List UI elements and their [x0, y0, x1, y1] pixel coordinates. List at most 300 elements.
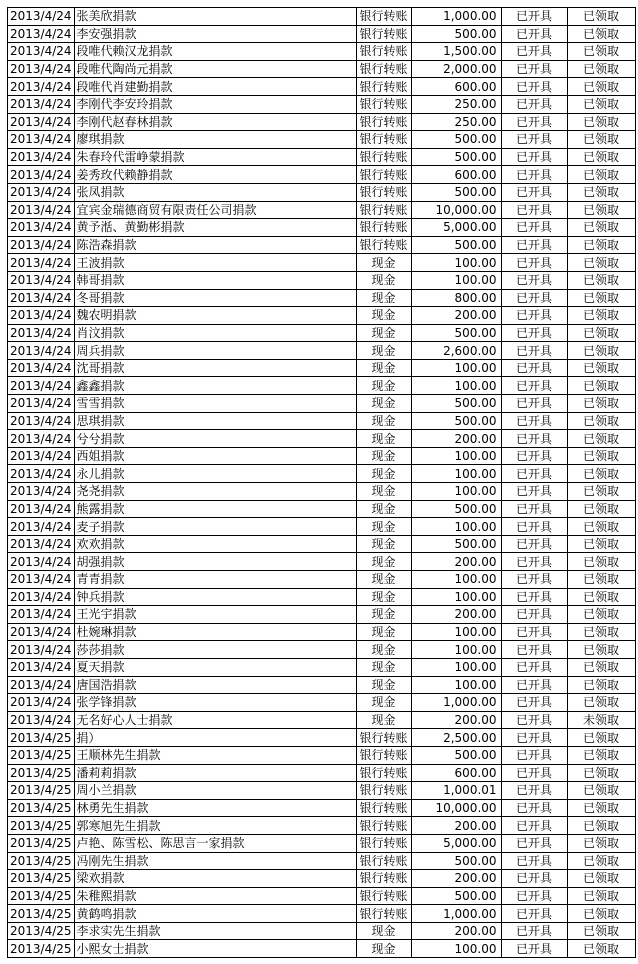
- table-row: [8, 694, 636, 712]
- donor-description-cell: 杜婉琳捐款: [74, 623, 356, 641]
- date-cell: 2013/4/24: [8, 465, 75, 483]
- payment-method-cell: 现金: [356, 711, 411, 729]
- table-row: [8, 483, 636, 501]
- donor-description-cell: 李刚代赵春林捐款: [74, 113, 356, 131]
- receipt-status-cell: 已领取: [567, 623, 635, 641]
- date-cell: 2013/4/24: [8, 289, 75, 307]
- date-cell: 2013/4/25: [8, 852, 75, 870]
- payment-method-cell: 现金: [356, 571, 411, 589]
- donor-description-cell: 郭寒旭先生捐款: [74, 817, 356, 835]
- date-cell: 2013/4/24: [8, 606, 75, 624]
- donor-description-cell: 兮兮捐款: [74, 430, 356, 448]
- amount-cell: 2,600.00: [411, 342, 501, 360]
- donor-description-cell: 林勇先生捐款: [74, 799, 356, 817]
- payment-method-cell: 银行转账: [356, 870, 411, 888]
- amount-cell: 500.00: [411, 131, 501, 149]
- receipt-status-cell: 已领取: [567, 535, 635, 553]
- receipt-status-cell: 已领取: [567, 782, 635, 800]
- receipt-status-cell: 已领取: [567, 395, 635, 413]
- invoice-status-cell: 已开具: [501, 658, 567, 676]
- date-cell: 2013/4/24: [8, 25, 75, 43]
- receipt-status-cell: 已领取: [567, 465, 635, 483]
- donor-description-cell: 麦子捐款: [74, 518, 356, 536]
- receipt-status-cell: 已领取: [567, 483, 635, 501]
- payment-method-cell: 现金: [356, 483, 411, 501]
- payment-method-cell: 银行转账: [356, 729, 411, 747]
- receipt-status-cell: 已领取: [567, 447, 635, 465]
- amount-cell: 2,500.00: [411, 729, 501, 747]
- invoice-status-cell: 已开具: [501, 711, 567, 729]
- date-cell: 2013/4/25: [8, 817, 75, 835]
- table-row: [8, 342, 636, 360]
- donor-description-cell: 黄予湉、黄勤彬捐款: [74, 219, 356, 237]
- amount-cell: 500.00: [411, 183, 501, 201]
- table-row: [8, 887, 636, 905]
- date-cell: 2013/4/24: [8, 623, 75, 641]
- donor-description-cell: 王波捐款: [74, 254, 356, 272]
- amount-cell: 100.00: [411, 940, 501, 958]
- date-cell: 2013/4/24: [8, 641, 75, 659]
- table-row: [8, 289, 636, 307]
- table-row: [8, 922, 636, 940]
- payment-method-cell: 现金: [356, 271, 411, 289]
- amount-cell: 500.00: [411, 852, 501, 870]
- invoice-status-cell: 已开具: [501, 799, 567, 817]
- payment-method-cell: 现金: [356, 500, 411, 518]
- payment-method-cell: 现金: [356, 324, 411, 342]
- invoice-status-cell: 已开具: [501, 131, 567, 149]
- donor-description-cell: 莎莎捐款: [74, 641, 356, 659]
- payment-method-cell: 现金: [356, 623, 411, 641]
- table-row: [8, 78, 636, 96]
- amount-cell: 100.00: [411, 518, 501, 536]
- receipt-status-cell: 已领取: [567, 606, 635, 624]
- amount-cell: 500.00: [411, 236, 501, 254]
- invoice-status-cell: 已开具: [501, 483, 567, 501]
- invoice-status-cell: 已开具: [501, 95, 567, 113]
- invoice-status-cell: 已开具: [501, 764, 567, 782]
- donor-description-cell: 朱春玲代雷峥蒙捐款: [74, 148, 356, 166]
- payment-method-cell: 银行转账: [356, 148, 411, 166]
- receipt-status-cell: 已领取: [567, 658, 635, 676]
- date-cell: 2013/4/24: [8, 60, 75, 78]
- table-row: [8, 905, 636, 923]
- date-cell: 2013/4/24: [8, 483, 75, 501]
- receipt-status-cell: 已领取: [567, 43, 635, 61]
- amount-cell: 1,000.01: [411, 782, 501, 800]
- donor-description-cell: 王光宇捐款: [74, 606, 356, 624]
- table-row: [8, 25, 636, 43]
- date-cell: 2013/4/25: [8, 729, 75, 747]
- date-cell: 2013/4/24: [8, 395, 75, 413]
- receipt-status-cell: 已领取: [567, 359, 635, 377]
- date-cell: 2013/4/25: [8, 940, 75, 958]
- amount-cell: 200.00: [411, 922, 501, 940]
- table-row: [8, 553, 636, 571]
- invoice-status-cell: 已开具: [501, 307, 567, 325]
- invoice-status-cell: 已开具: [501, 78, 567, 96]
- invoice-status-cell: 已开具: [501, 870, 567, 888]
- payment-method-cell: 现金: [356, 535, 411, 553]
- date-cell: 2013/4/24: [8, 324, 75, 342]
- amount-cell: 500.00: [411, 412, 501, 430]
- donor-description-cell: 青青捐款: [74, 571, 356, 589]
- donor-description-cell: 西姐捐款: [74, 447, 356, 465]
- receipt-status-cell: 已领取: [567, 887, 635, 905]
- table-row: [8, 201, 636, 219]
- table-row: [8, 641, 636, 659]
- invoice-status-cell: 已开具: [501, 729, 567, 747]
- invoice-status-cell: 已开具: [501, 271, 567, 289]
- donor-description-cell: 捐）: [74, 729, 356, 747]
- donor-description-cell: 冯刚先生捐款: [74, 852, 356, 870]
- donor-description-cell: 陈浩森捐款: [74, 236, 356, 254]
- invoice-status-cell: 已开具: [501, 254, 567, 272]
- payment-method-cell: 银行转账: [356, 887, 411, 905]
- table-row: [8, 764, 636, 782]
- amount-cell: 500.00: [411, 324, 501, 342]
- invoice-status-cell: 已开具: [501, 377, 567, 395]
- amount-cell: 100.00: [411, 571, 501, 589]
- table-row: [8, 236, 636, 254]
- receipt-status-cell: 已领取: [567, 852, 635, 870]
- invoice-status-cell: 已开具: [501, 887, 567, 905]
- payment-method-cell: 银行转账: [356, 25, 411, 43]
- invoice-status-cell: 已开具: [501, 412, 567, 430]
- invoice-status-cell: 已开具: [501, 289, 567, 307]
- receipt-status-cell: 已领取: [567, 870, 635, 888]
- receipt-status-cell: 已领取: [567, 676, 635, 694]
- amount-cell: 100.00: [411, 641, 501, 659]
- receipt-status-cell: 已领取: [567, 271, 635, 289]
- receipt-status-cell: 已领取: [567, 60, 635, 78]
- payment-method-cell: 银行转账: [356, 113, 411, 131]
- date-cell: 2013/4/25: [8, 922, 75, 940]
- receipt-status-cell: 已领取: [567, 553, 635, 571]
- invoice-status-cell: 已开具: [501, 834, 567, 852]
- date-cell: 2013/4/24: [8, 711, 75, 729]
- table-row: [8, 799, 636, 817]
- payment-method-cell: 现金: [356, 307, 411, 325]
- donor-description-cell: 朱稚熙捐款: [74, 887, 356, 905]
- table-row: [8, 782, 636, 800]
- donor-description-cell: 无名好心人士捐款: [74, 711, 356, 729]
- payment-method-cell: 现金: [356, 588, 411, 606]
- receipt-status-cell: 已领取: [567, 236, 635, 254]
- date-cell: 2013/4/25: [8, 834, 75, 852]
- amount-cell: 1,000.00: [411, 905, 501, 923]
- receipt-status-cell: 已领取: [567, 183, 635, 201]
- table-row: [8, 113, 636, 131]
- amount-cell: 1,000.00: [411, 8, 501, 26]
- donor-description-cell: 段唯代陶尚元捐款: [74, 60, 356, 78]
- date-cell: 2013/4/25: [8, 887, 75, 905]
- date-cell: 2013/4/24: [8, 500, 75, 518]
- payment-method-cell: 银行转账: [356, 95, 411, 113]
- amount-cell: 5,000.00: [411, 219, 501, 237]
- donor-description-cell: 卢艳、陈雪松、陈思言一家捐款: [74, 834, 356, 852]
- donor-description-cell: 段唯代肖建勤捐款: [74, 78, 356, 96]
- receipt-status-cell: 已领取: [567, 799, 635, 817]
- receipt-status-cell: 未领取: [567, 711, 635, 729]
- donor-description-cell: 李求实先生捐款: [74, 922, 356, 940]
- amount-cell: 500.00: [411, 535, 501, 553]
- invoice-status-cell: 已开具: [501, 817, 567, 835]
- amount-cell: 200.00: [411, 711, 501, 729]
- receipt-status-cell: 已领取: [567, 307, 635, 325]
- amount-cell: 5,000.00: [411, 834, 501, 852]
- date-cell: 2013/4/24: [8, 676, 75, 694]
- table-row: [8, 711, 636, 729]
- date-cell: 2013/4/25: [8, 746, 75, 764]
- date-cell: 2013/4/24: [8, 78, 75, 96]
- payment-method-cell: 银行转账: [356, 799, 411, 817]
- payment-method-cell: 现金: [356, 922, 411, 940]
- payment-method-cell: 银行转账: [356, 764, 411, 782]
- receipt-status-cell: 已领取: [567, 166, 635, 184]
- table-row: [8, 465, 636, 483]
- invoice-status-cell: 已开具: [501, 606, 567, 624]
- payment-method-cell: 银行转账: [356, 8, 411, 26]
- table-row: [8, 852, 636, 870]
- amount-cell: 100.00: [411, 658, 501, 676]
- amount-cell: 100.00: [411, 254, 501, 272]
- date-cell: 2013/4/24: [8, 236, 75, 254]
- invoice-status-cell: 已开具: [501, 430, 567, 448]
- payment-method-cell: 银行转账: [356, 43, 411, 61]
- table-row: [8, 60, 636, 78]
- donor-description-cell: 周小兰捐款: [74, 782, 356, 800]
- invoice-status-cell: 已开具: [501, 201, 567, 219]
- date-cell: 2013/4/24: [8, 430, 75, 448]
- payment-method-cell: 银行转账: [356, 236, 411, 254]
- amount-cell: 500.00: [411, 395, 501, 413]
- amount-cell: 2,000.00: [411, 60, 501, 78]
- invoice-status-cell: 已开具: [501, 518, 567, 536]
- table-row: [8, 658, 636, 676]
- invoice-status-cell: 已开具: [501, 359, 567, 377]
- table-row: [8, 588, 636, 606]
- table-row: [8, 166, 636, 184]
- table-row: [8, 623, 636, 641]
- payment-method-cell: 现金: [356, 289, 411, 307]
- payment-method-cell: 银行转账: [356, 817, 411, 835]
- donor-description-cell: 鑫鑫捐款: [74, 377, 356, 395]
- date-cell: 2013/4/25: [8, 782, 75, 800]
- invoice-status-cell: 已开具: [501, 623, 567, 641]
- donor-description-cell: 宜宾金瑞德商贸有限责任公司捐款: [74, 201, 356, 219]
- date-cell: 2013/4/24: [8, 113, 75, 131]
- table-row: [8, 219, 636, 237]
- payment-method-cell: 银行转账: [356, 60, 411, 78]
- date-cell: 2013/4/24: [8, 95, 75, 113]
- invoice-status-cell: 已开具: [501, 8, 567, 26]
- date-cell: 2013/4/24: [8, 271, 75, 289]
- table-row: [8, 131, 636, 149]
- date-cell: 2013/4/24: [8, 535, 75, 553]
- invoice-status-cell: 已开具: [501, 166, 567, 184]
- date-cell: 2013/4/24: [8, 307, 75, 325]
- amount-cell: 10,000.00: [411, 201, 501, 219]
- date-cell: 2013/4/24: [8, 588, 75, 606]
- amount-cell: 800.00: [411, 289, 501, 307]
- amount-cell: 250.00: [411, 95, 501, 113]
- donor-description-cell: 夏天捐款: [74, 658, 356, 676]
- invoice-status-cell: 已开具: [501, 535, 567, 553]
- date-cell: 2013/4/25: [8, 764, 75, 782]
- receipt-status-cell: 已领取: [567, 342, 635, 360]
- table-row: [8, 148, 636, 166]
- invoice-status-cell: 已开具: [501, 395, 567, 413]
- payment-method-cell: 银行转账: [356, 166, 411, 184]
- amount-cell: 500.00: [411, 746, 501, 764]
- amount-cell: 100.00: [411, 377, 501, 395]
- table-row: [8, 43, 636, 61]
- amount-cell: 600.00: [411, 78, 501, 96]
- receipt-status-cell: 已领取: [567, 289, 635, 307]
- payment-method-cell: 现金: [356, 606, 411, 624]
- amount-cell: 1,000.00: [411, 694, 501, 712]
- date-cell: 2013/4/25: [8, 905, 75, 923]
- amount-cell: 100.00: [411, 623, 501, 641]
- donation-table: [7, 7, 636, 958]
- date-cell: 2013/4/24: [8, 694, 75, 712]
- invoice-status-cell: 已开具: [501, 113, 567, 131]
- date-cell: 2013/4/24: [8, 342, 75, 360]
- date-cell: 2013/4/24: [8, 166, 75, 184]
- table-row: [8, 8, 636, 26]
- amount-cell: 200.00: [411, 817, 501, 835]
- amount-cell: 200.00: [411, 870, 501, 888]
- date-cell: 2013/4/24: [8, 148, 75, 166]
- invoice-status-cell: 已开具: [501, 676, 567, 694]
- table-row: [8, 430, 636, 448]
- payment-method-cell: 银行转账: [356, 183, 411, 201]
- amount-cell: 100.00: [411, 271, 501, 289]
- receipt-status-cell: 已领取: [567, 817, 635, 835]
- date-cell: 2013/4/24: [8, 183, 75, 201]
- date-cell: 2013/4/25: [8, 799, 75, 817]
- table-row: [8, 359, 636, 377]
- donor-description-cell: 胡强捐款: [74, 553, 356, 571]
- table-row: [8, 746, 636, 764]
- table-row: [8, 940, 636, 958]
- date-cell: 2013/4/24: [8, 359, 75, 377]
- table-row: [8, 676, 636, 694]
- invoice-status-cell: 已开具: [501, 571, 567, 589]
- payment-method-cell: 现金: [356, 641, 411, 659]
- invoice-status-cell: 已开具: [501, 60, 567, 78]
- amount-cell: 600.00: [411, 764, 501, 782]
- payment-method-cell: 现金: [356, 940, 411, 958]
- payment-method-cell: 银行转账: [356, 131, 411, 149]
- receipt-status-cell: 已领取: [567, 201, 635, 219]
- payment-method-cell: 现金: [356, 395, 411, 413]
- invoice-status-cell: 已开具: [501, 43, 567, 61]
- payment-method-cell: 现金: [356, 676, 411, 694]
- donor-description-cell: 周兵捐款: [74, 342, 356, 360]
- payment-method-cell: 现金: [356, 377, 411, 395]
- table-row: [8, 447, 636, 465]
- amount-cell: 100.00: [411, 359, 501, 377]
- donor-description-cell: 张凤捐款: [74, 183, 356, 201]
- receipt-status-cell: 已领取: [567, 834, 635, 852]
- receipt-status-cell: 已领取: [567, 377, 635, 395]
- invoice-status-cell: 已开具: [501, 500, 567, 518]
- table-row: [8, 254, 636, 272]
- donor-description-cell: 永儿捐款: [74, 465, 356, 483]
- payment-method-cell: 现金: [356, 694, 411, 712]
- date-cell: 2013/4/24: [8, 43, 75, 61]
- date-cell: 2013/4/24: [8, 571, 75, 589]
- date-cell: 2013/4/24: [8, 131, 75, 149]
- invoice-status-cell: 已开具: [501, 219, 567, 237]
- donor-description-cell: 雪雪捐款: [74, 395, 356, 413]
- payment-method-cell: 银行转账: [356, 219, 411, 237]
- amount-cell: 200.00: [411, 307, 501, 325]
- donor-description-cell: 潘莉莉捐款: [74, 764, 356, 782]
- receipt-status-cell: 已领取: [567, 324, 635, 342]
- receipt-status-cell: 已领取: [567, 764, 635, 782]
- donor-description-cell: 段唯代赖汉龙捐款: [74, 43, 356, 61]
- donor-description-cell: 唐国浩捐款: [74, 676, 356, 694]
- donor-description-cell: 李刚代李安玲捐款: [74, 95, 356, 113]
- amount-cell: 1,500.00: [411, 43, 501, 61]
- receipt-status-cell: 已领取: [567, 254, 635, 272]
- donor-description-cell: 廖琪捐款: [74, 131, 356, 149]
- receipt-status-cell: 已领取: [567, 148, 635, 166]
- invoice-status-cell: 已开具: [501, 782, 567, 800]
- table-row: [8, 606, 636, 624]
- table-row: [8, 412, 636, 430]
- receipt-status-cell: 已领取: [567, 905, 635, 923]
- date-cell: 2013/4/24: [8, 219, 75, 237]
- receipt-status-cell: 已领取: [567, 729, 635, 747]
- table-row: [8, 183, 636, 201]
- invoice-status-cell: 已开具: [501, 236, 567, 254]
- table-row: [8, 729, 636, 747]
- date-cell: 2013/4/24: [8, 658, 75, 676]
- invoice-status-cell: 已开具: [501, 553, 567, 571]
- donor-description-cell: 张美欣捐款: [74, 8, 356, 26]
- invoice-status-cell: 已开具: [501, 940, 567, 958]
- date-cell: 2013/4/24: [8, 377, 75, 395]
- invoice-status-cell: 已开具: [501, 324, 567, 342]
- receipt-status-cell: 已领取: [567, 78, 635, 96]
- payment-method-cell: 现金: [356, 447, 411, 465]
- receipt-status-cell: 已领取: [567, 25, 635, 43]
- amount-cell: 500.00: [411, 25, 501, 43]
- amount-cell: 600.00: [411, 166, 501, 184]
- invoice-status-cell: 已开具: [501, 183, 567, 201]
- receipt-status-cell: 已领取: [567, 95, 635, 113]
- payment-method-cell: 银行转账: [356, 746, 411, 764]
- payment-method-cell: 银行转账: [356, 834, 411, 852]
- table-row: [8, 324, 636, 342]
- amount-cell: 100.00: [411, 447, 501, 465]
- receipt-status-cell: 已领取: [567, 518, 635, 536]
- receipt-status-cell: 已领取: [567, 412, 635, 430]
- table-row: [8, 377, 636, 395]
- date-cell: 2013/4/25: [8, 870, 75, 888]
- table-row: [8, 535, 636, 553]
- invoice-status-cell: 已开具: [501, 465, 567, 483]
- table-row: [8, 95, 636, 113]
- date-cell: 2013/4/24: [8, 8, 75, 26]
- receipt-status-cell: 已领取: [567, 131, 635, 149]
- donor-description-cell: 魏农明捐款: [74, 307, 356, 325]
- date-cell: 2013/4/24: [8, 447, 75, 465]
